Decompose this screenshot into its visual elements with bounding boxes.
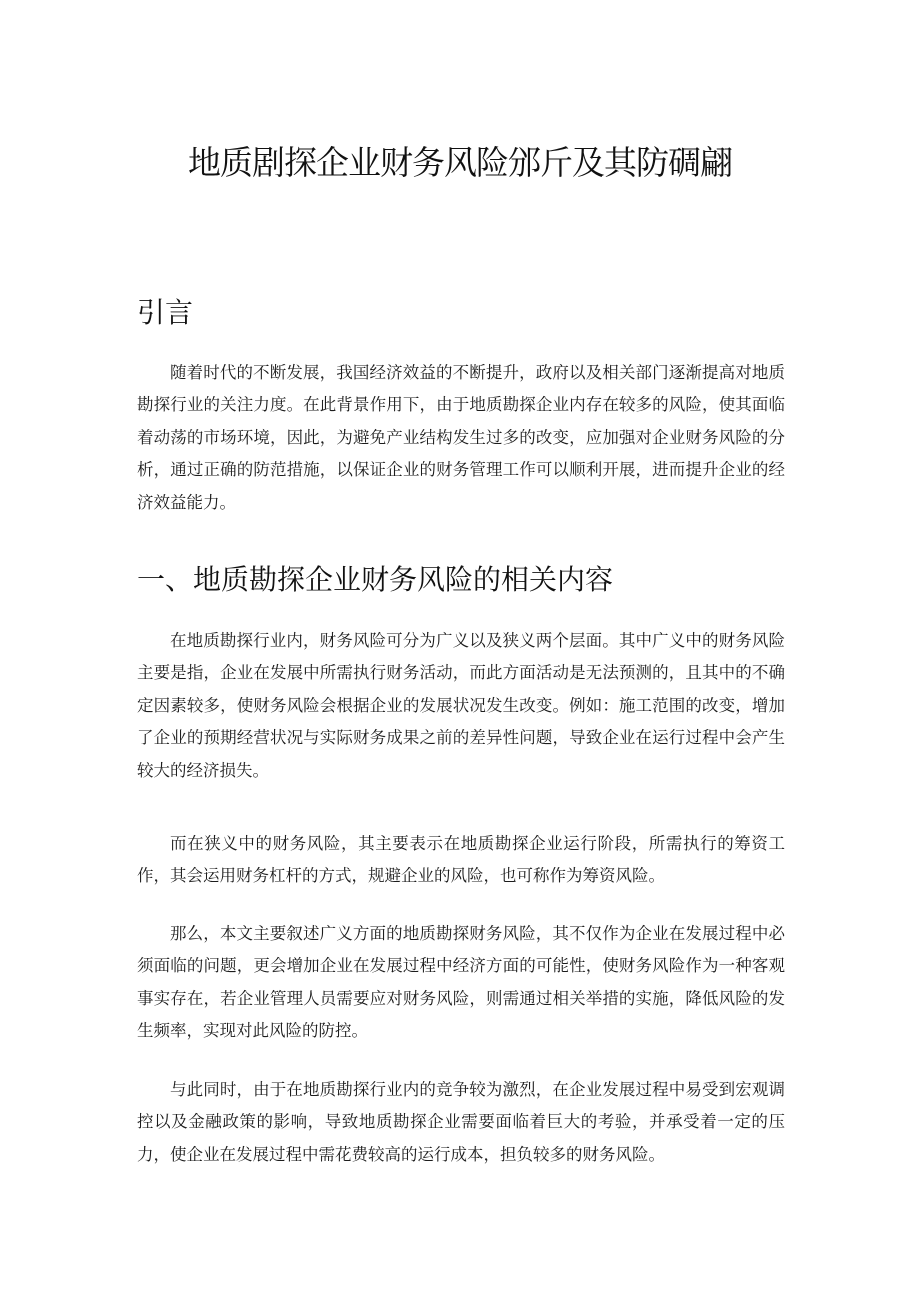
section-1-paragraph-1: 在地质勘探行业内，财务风险可分为广义以及狭义两个层面。其中广义中的财务风险主要是指，企业在发展中所需执行财务活动，而此方面活动是无法预测的，且其中的不确定因素较多，使财务风险会根据企业的发展状况发生改变。例如：施工范围的改变，增加了企业的预期经营状况与实际财务成果之前的差异性问题，导致企业在运行过程中会产生较大的经济损失。 [137, 631, 785, 780]
intro-paragraph: 随着时代的不断发展，我国经济效益的不断提升，政府以及相关部门逐渐提高对地质勘探行业的关注力度。在此背景作用下，由于地质勘探企业内存在较多的风险，使其面临着动荡的市场环境，因此，为避免产业结构发生过多的改变，应加强对企业财务风险的分析，通过正确的防范措施，以保证企业的财务管理工作可以顺利开展，进而提升企业的经济效益能力。 [137, 363, 785, 512]
document-title: 地质剧探企业财务风险邠斤及其防碉翩 [188, 143, 732, 182]
section-1-paragraph-2: 而在狭义中的财务风险，其主要表示在地质勘探企业运行阶段，所需执行的筹资工作，其会运用财务杠杆的方式，规避企业的风险，也可称作为筹资风险。 [137, 834, 785, 886]
intro-heading: 引言 [137, 296, 194, 329]
section-1-heading: 一、地质勘探企业财务风险的相关内容 [137, 563, 614, 596]
section-1-paragraph-3: 那么，本文主要叙述广义方面的地质勘探财务风险，其不仅作为企业在发展过程中必须面临的问题，更会增加企业在发展过程中经济方面的可能性，使财务风险作为一种客观事实存在，若企业管理人员需要应对财务风险，则需通过相关举措的实施，降低风险的发生频率，实现对此风险的防控。 [137, 924, 785, 1041]
section-1-paragraph-4: 与此同时，由于在地质勘探行业内的竞争较为激烈，在企业发展过程中易受到宏观调控以及金融政策的影响，导致地质勘探企业需要面临着巨大的考验，并承受着一定的压力，使企业在发展过程中需花费较高的运行成本，担负较多的财务风险。 [137, 1080, 785, 1164]
